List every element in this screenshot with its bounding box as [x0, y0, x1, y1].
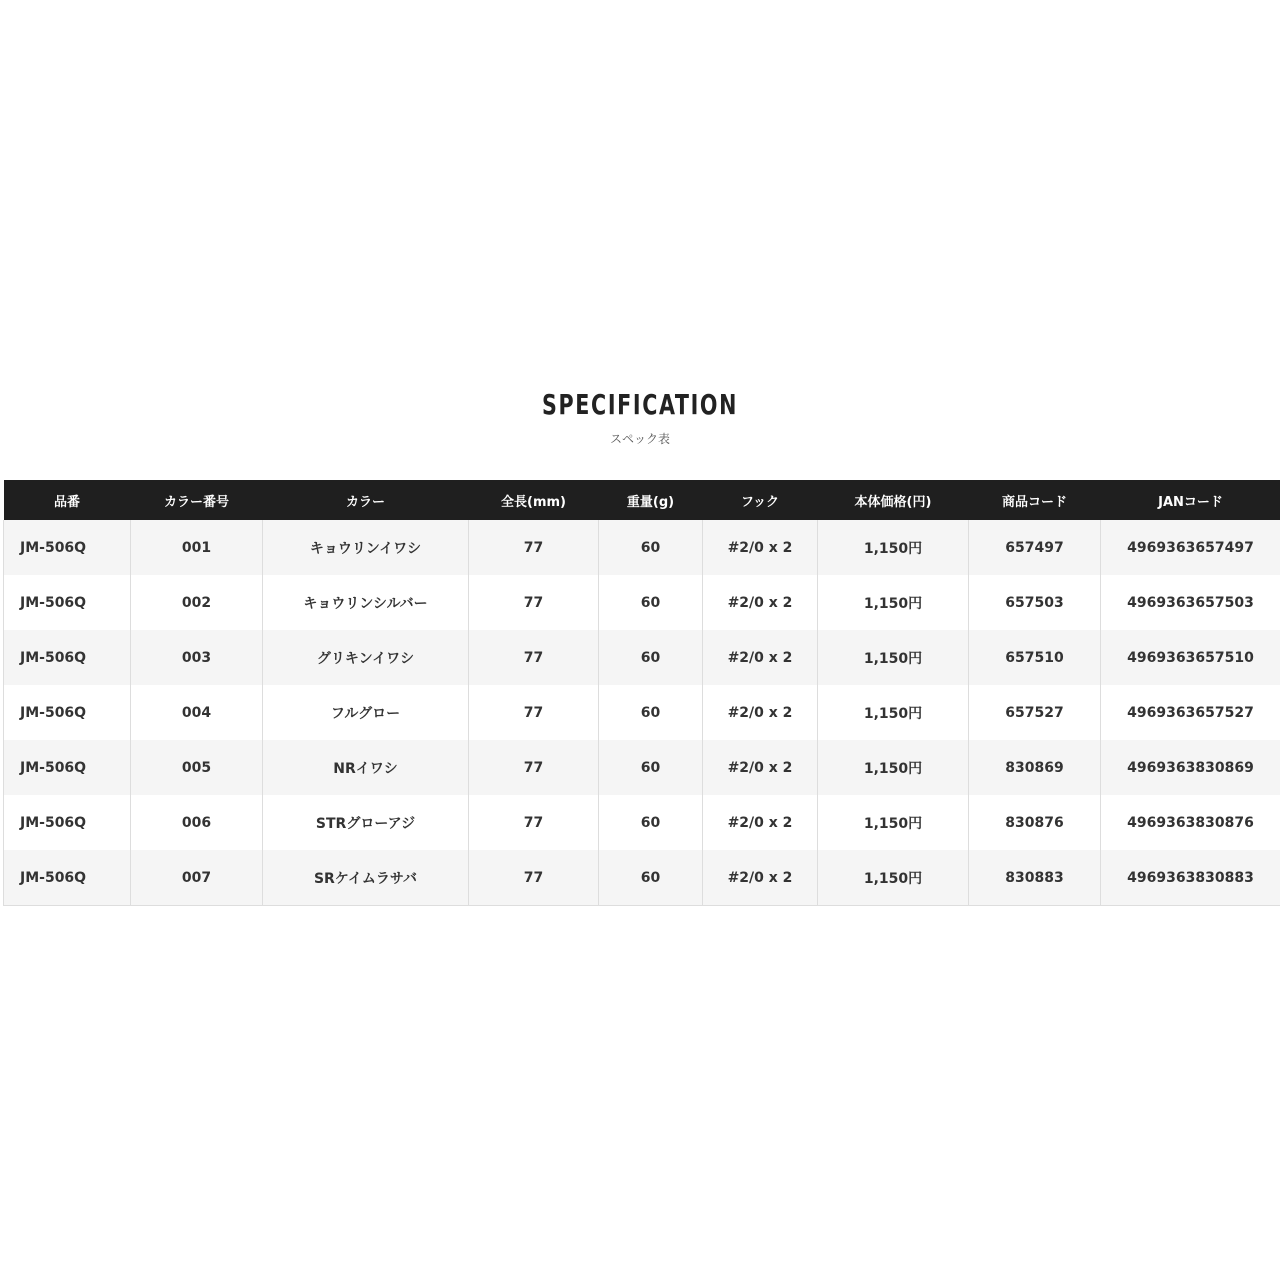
table-row — [4, 575, 1280, 630]
cell-hook: #2/0 x 2 — [703, 575, 818, 630]
cell-color-number: 006 — [131, 795, 263, 850]
cell-jan-code: 4969363830876 — [1101, 795, 1280, 850]
cell-length: 77 — [469, 520, 599, 575]
cell-length: 77 — [469, 795, 599, 850]
cell-jan-code: 4969363657527 — [1101, 685, 1280, 740]
cell-color-number: 004 — [131, 685, 263, 740]
cell-price: 1,150円 — [818, 520, 969, 575]
cell-weight: 60 — [599, 795, 703, 850]
header-price: 本体価格(円) — [818, 480, 969, 520]
cell-product-number: JM-506Q — [4, 850, 131, 906]
page-title: SPECIFICATION — [541, 388, 739, 421]
cell-color: STRグローアジ — [263, 795, 469, 850]
table-row — [4, 850, 1280, 906]
table-header-row — [4, 480, 1280, 520]
header-weight: 重量(g) — [599, 480, 703, 520]
cell-length: 77 — [469, 575, 599, 630]
header-hook: フック — [703, 480, 818, 520]
cell-product-code: 657497 — [969, 520, 1101, 575]
cell-jan-code: 4969363657510 — [1101, 630, 1280, 685]
cell-color: NRイワシ — [263, 740, 469, 795]
cell-product-code: 657527 — [969, 685, 1101, 740]
cell-color: グリキンイワシ — [263, 630, 469, 685]
cell-product-number: JM-506Q — [4, 795, 131, 850]
cell-color-number: 005 — [131, 740, 263, 795]
cell-hook: #2/0 x 2 — [703, 520, 818, 575]
cell-price: 1,150円 — [818, 630, 969, 685]
header-product-code: 商品コード — [969, 480, 1101, 520]
cell-hook: #2/0 x 2 — [703, 740, 818, 795]
cell-product-number: JM-506Q — [4, 520, 131, 575]
cell-price: 1,150円 — [818, 685, 969, 740]
cell-price: 1,150円 — [818, 795, 969, 850]
cell-length: 77 — [469, 630, 599, 685]
cell-hook: #2/0 x 2 — [703, 850, 818, 906]
cell-hook: #2/0 x 2 — [703, 685, 818, 740]
cell-color: フルグロー — [263, 685, 469, 740]
cell-product-number: JM-506Q — [4, 575, 131, 630]
cell-product-number: JM-506Q — [4, 630, 131, 685]
cell-color-number: 001 — [131, 520, 263, 575]
header-color: カラー — [263, 480, 469, 520]
cell-jan-code: 4969363657497 — [1101, 520, 1280, 575]
cell-price: 1,150円 — [818, 850, 969, 906]
cell-length: 77 — [469, 685, 599, 740]
cell-product-number: JM-506Q — [4, 740, 131, 795]
cell-color-number: 002 — [131, 575, 263, 630]
cell-product-code: 657503 — [969, 575, 1101, 630]
spec-table — [3, 480, 1280, 906]
cell-jan-code: 4969363830869 — [1101, 740, 1280, 795]
cell-weight: 60 — [599, 740, 703, 795]
page-subtitle: スペック表 — [609, 432, 670, 446]
cell-color: キョウリンシルバー — [263, 575, 469, 630]
cell-color: キョウリンイワシ — [263, 520, 469, 575]
cell-product-code: 830883 — [969, 850, 1101, 906]
cell-jan-code: 4969363657503 — [1101, 575, 1280, 630]
table-row — [4, 685, 1280, 740]
cell-product-code: 830869 — [969, 740, 1101, 795]
cell-price: 1,150円 — [818, 575, 969, 630]
header-color-number: カラー番号 — [131, 480, 263, 520]
cell-hook: #2/0 x 2 — [703, 630, 818, 685]
header-product-number: 品番 — [4, 480, 131, 520]
cell-weight: 60 — [599, 685, 703, 740]
cell-weight: 60 — [599, 520, 703, 575]
cell-hook: #2/0 x 2 — [703, 795, 818, 850]
header-jan-code: JANコード — [1101, 480, 1280, 520]
cell-length: 77 — [469, 850, 599, 906]
cell-weight: 60 — [599, 575, 703, 630]
header-length: 全長(mm) — [469, 480, 599, 520]
cell-color-number: 003 — [131, 630, 263, 685]
table-row — [4, 630, 1280, 685]
cell-product-code: 830876 — [969, 795, 1101, 850]
cell-color-number: 007 — [131, 850, 263, 906]
cell-weight: 60 — [599, 630, 703, 685]
cell-jan-code: 4969363830883 — [1101, 850, 1280, 906]
table-row — [4, 740, 1280, 795]
table-row — [4, 795, 1280, 850]
cell-product-code: 657510 — [969, 630, 1101, 685]
table-row — [4, 520, 1280, 575]
cell-weight: 60 — [599, 850, 703, 906]
cell-length: 77 — [469, 740, 599, 795]
cell-price: 1,150円 — [818, 740, 969, 795]
cell-product-number: JM-506Q — [4, 685, 131, 740]
cell-color: SRケイムラサバ — [263, 850, 469, 906]
